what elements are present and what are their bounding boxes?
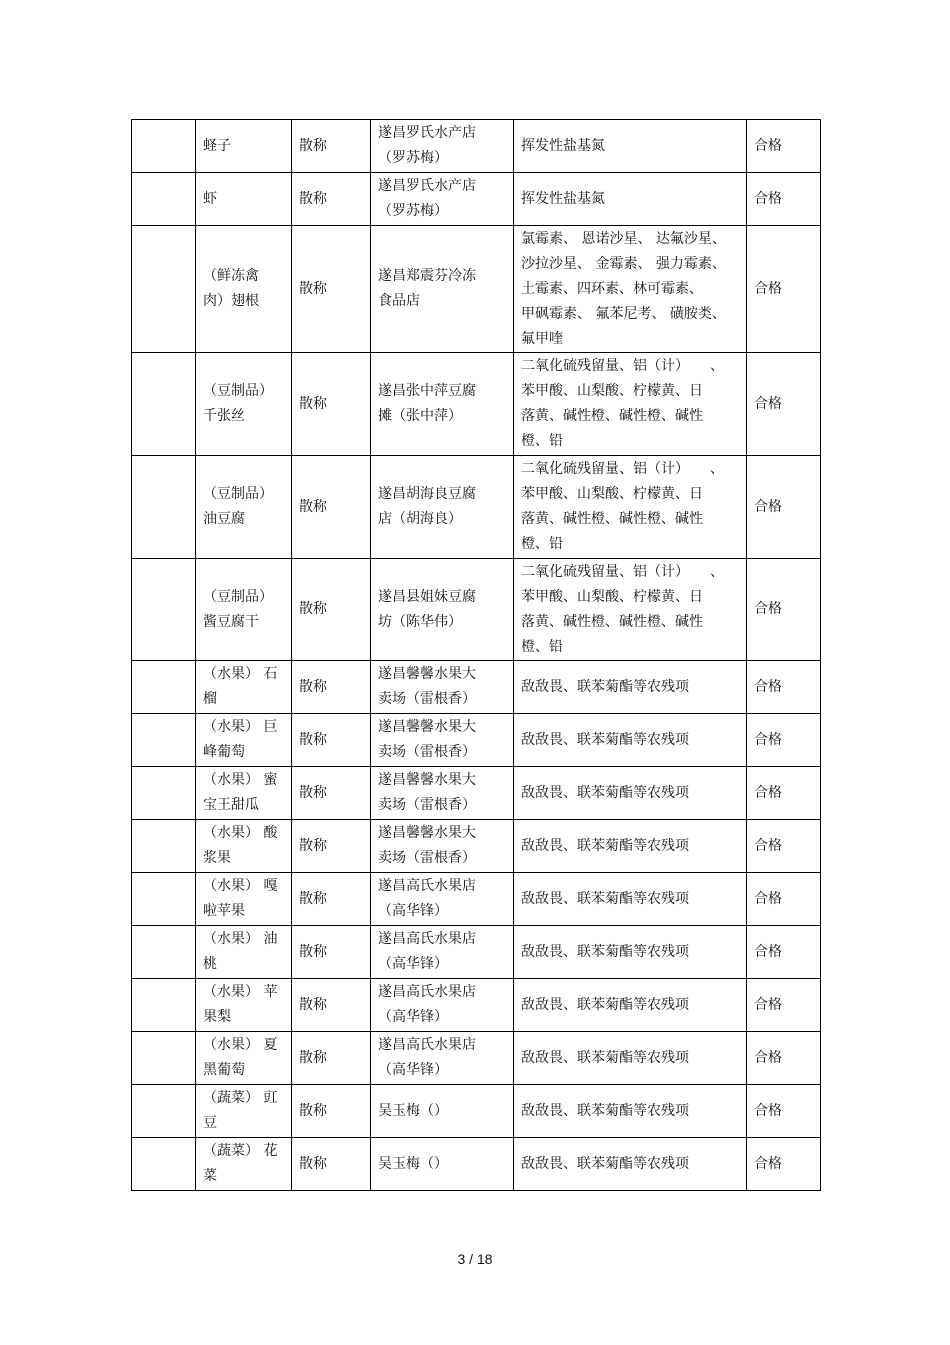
- vendor-cell: 遂昌馨馨水果大 卖场（雷根香）: [371, 767, 514, 820]
- unit-cell: 散称: [292, 820, 371, 873]
- unit-cell: 散称: [292, 714, 371, 767]
- result-cell: 合格: [747, 767, 821, 820]
- product-name: （水果） 巨 峰葡萄: [196, 714, 292, 767]
- table-row: [132, 767, 821, 820]
- product-name: （水果） 石 榴: [196, 661, 292, 714]
- unit-cell: 散称: [292, 1032, 371, 1085]
- test-items-cell: 二氧化硫残留量、铝（计） 、 苯甲酸、山梨酸、柠檬黄、日 落黄、碱性橙、碱性橙、碱性 橙、铅: [514, 353, 747, 456]
- vendor-cell: 遂昌馨馨水果大 卖场（雷根香）: [371, 820, 514, 873]
- vendor-cell: 遂昌郑震芬冷冻 食品店: [371, 226, 514, 353]
- result-cell: 合格: [747, 1085, 821, 1138]
- test-items-cell: 敌敌畏、联苯菊酯等农残项: [514, 1032, 747, 1085]
- unit-cell: 散称: [292, 926, 371, 979]
- table-row: [132, 714, 821, 767]
- unit-cell: 散称: [292, 873, 371, 926]
- blank-cell: [132, 767, 196, 820]
- test-items-cell: 敌敌畏、联苯菊酯等农残项: [514, 767, 747, 820]
- blank-cell: [132, 120, 196, 173]
- test-items-cell: 氯霉素、 恩诺沙星、 达氟沙星、 沙拉沙星、 金霉素、 强力霉素、 土霉素、四环素、林可霉素、 甲砜霉素、 氟苯尼考、 磺胺类、 氟甲喹: [514, 226, 747, 353]
- unit-cell: 散称: [292, 979, 371, 1032]
- product-name: （水果） 苹 果梨: [196, 979, 292, 1032]
- blank-cell: [132, 661, 196, 714]
- table-row: [132, 226, 821, 353]
- vendor-cell: 遂昌罗氏水产店 （罗苏梅）: [371, 173, 514, 226]
- vendor-cell: 遂昌馨馨水果大 卖场（雷根香）: [371, 714, 514, 767]
- vendor-cell: 遂昌张中萍豆腐 摊（张中萍）: [371, 353, 514, 456]
- blank-cell: [132, 926, 196, 979]
- unit-cell: 散称: [292, 767, 371, 820]
- result-cell: 合格: [747, 873, 821, 926]
- blank-cell: [132, 873, 196, 926]
- test-items-cell: 敌敌畏、联苯菊酯等农残项: [514, 1138, 747, 1191]
- result-cell: 合格: [747, 714, 821, 767]
- vendor-cell: 遂昌高氏水果店 （高华锋）: [371, 873, 514, 926]
- table-row: [132, 456, 821, 559]
- unit-cell: 散称: [292, 226, 371, 353]
- blank-cell: [132, 559, 196, 661]
- unit-cell: 散称: [292, 456, 371, 559]
- blank-cell: [132, 1138, 196, 1191]
- table-row: [132, 353, 821, 456]
- test-items-cell: 挥发性盐基氮: [514, 120, 747, 173]
- product-name: （豆制品） 酱豆腐干: [196, 559, 292, 661]
- result-cell: 合格: [747, 979, 821, 1032]
- test-items-cell: 二氧化硫残留量、铝（计） 、 苯甲酸、山梨酸、柠檬黄、日 落黄、碱性橙、碱性橙、碱性 橙、铅: [514, 456, 747, 559]
- result-cell: 合格: [747, 820, 821, 873]
- table-row: [132, 559, 821, 661]
- inspection-table: [131, 119, 821, 1191]
- blank-cell: [132, 820, 196, 873]
- page-number: 3 / 18: [457, 1251, 493, 1267]
- table-row: [132, 1085, 821, 1138]
- product-name: （蔬菜） 豇 豆: [196, 1085, 292, 1138]
- result-cell: 合格: [747, 926, 821, 979]
- product-name: （水果） 夏 黑葡萄: [196, 1032, 292, 1085]
- vendor-cell: 遂昌高氏水果店 （高华锋）: [371, 1032, 514, 1085]
- blank-cell: [132, 1085, 196, 1138]
- test-items-cell: 敌敌畏、联苯菊酯等农残项: [514, 1085, 747, 1138]
- result-cell: 合格: [747, 1138, 821, 1191]
- result-cell: 合格: [747, 173, 821, 226]
- product-name: 虾: [196, 173, 292, 226]
- unit-cell: 散称: [292, 1085, 371, 1138]
- vendor-cell: 吴玉梅（）: [371, 1085, 514, 1138]
- product-name: （水果） 嘎 啦苹果: [196, 873, 292, 926]
- test-items-cell: 挥发性盐基氮: [514, 173, 747, 226]
- result-cell: 合格: [747, 559, 821, 661]
- result-cell: 合格: [747, 661, 821, 714]
- test-items-cell: 敌敌畏、联苯菊酯等农残项: [514, 979, 747, 1032]
- test-items-cell: 敌敌畏、联苯菊酯等农残项: [514, 661, 747, 714]
- table-row: [132, 926, 821, 979]
- result-cell: 合格: [747, 456, 821, 559]
- blank-cell: [132, 456, 196, 559]
- unit-cell: 散称: [292, 559, 371, 661]
- result-cell: 合格: [747, 120, 821, 173]
- unit-cell: 散称: [292, 353, 371, 456]
- table-row: [132, 873, 821, 926]
- vendor-cell: 吴玉梅（）: [371, 1138, 514, 1191]
- blank-cell: [132, 1032, 196, 1085]
- table-row: [132, 661, 821, 714]
- vendor-cell: 遂昌罗氏水产店 （罗苏梅）: [371, 120, 514, 173]
- table-row: [132, 979, 821, 1032]
- unit-cell: 散称: [292, 173, 371, 226]
- vendor-cell: 遂昌馨馨水果大 卖场（雷根香）: [371, 661, 514, 714]
- table-row: [132, 1138, 821, 1191]
- unit-cell: 散称: [292, 120, 371, 173]
- product-name: （水果） 蜜 宝王甜瓜: [196, 767, 292, 820]
- unit-cell: 散称: [292, 1138, 371, 1191]
- result-cell: 合格: [747, 353, 821, 456]
- test-items-cell: 敌敌畏、联苯菊酯等农残项: [514, 926, 747, 979]
- unit-cell: 散称: [292, 661, 371, 714]
- blank-cell: [132, 226, 196, 353]
- vendor-cell: 遂昌高氏水果店 （高华锋）: [371, 926, 514, 979]
- test-items-cell: 敌敌畏、联苯菊酯等农残项: [514, 714, 747, 767]
- product-name: （鲜冻禽 肉）翅根: [196, 226, 292, 353]
- table-row: [132, 173, 821, 226]
- table-row: [132, 820, 821, 873]
- result-cell: 合格: [747, 226, 821, 353]
- product-name: （水果） 酸 浆果: [196, 820, 292, 873]
- blank-cell: [132, 979, 196, 1032]
- test-items-cell: 敌敌畏、联苯菊酯等农残项: [514, 820, 747, 873]
- product-name: 蛏子: [196, 120, 292, 173]
- blank-cell: [132, 353, 196, 456]
- result-cell: 合格: [747, 1032, 821, 1085]
- vendor-cell: 遂昌胡海良豆腐 店（胡海良）: [371, 456, 514, 559]
- vendor-cell: 遂昌高氏水果店 （高华锋）: [371, 979, 514, 1032]
- vendor-cell: 遂昌县姐妹豆腐 坊（陈华伟）: [371, 559, 514, 661]
- table-body: [132, 120, 821, 1191]
- product-name: （豆制品） 千张丝: [196, 353, 292, 456]
- blank-cell: [132, 714, 196, 767]
- table-row: [132, 1032, 821, 1085]
- product-name: （蔬菜） 花 菜: [196, 1138, 292, 1191]
- product-name: （水果） 油 桃: [196, 926, 292, 979]
- test-items-cell: 敌敌畏、联苯菊酯等农残项: [514, 873, 747, 926]
- blank-cell: [132, 173, 196, 226]
- test-items-cell: 二氧化硫残留量、铝（计） 、 苯甲酸、山梨酸、柠檬黄、日 落黄、碱性橙、碱性橙、碱性 橙、铅: [514, 559, 747, 661]
- product-name: （豆制品） 油豆腐: [196, 456, 292, 559]
- table-row: [132, 120, 821, 173]
